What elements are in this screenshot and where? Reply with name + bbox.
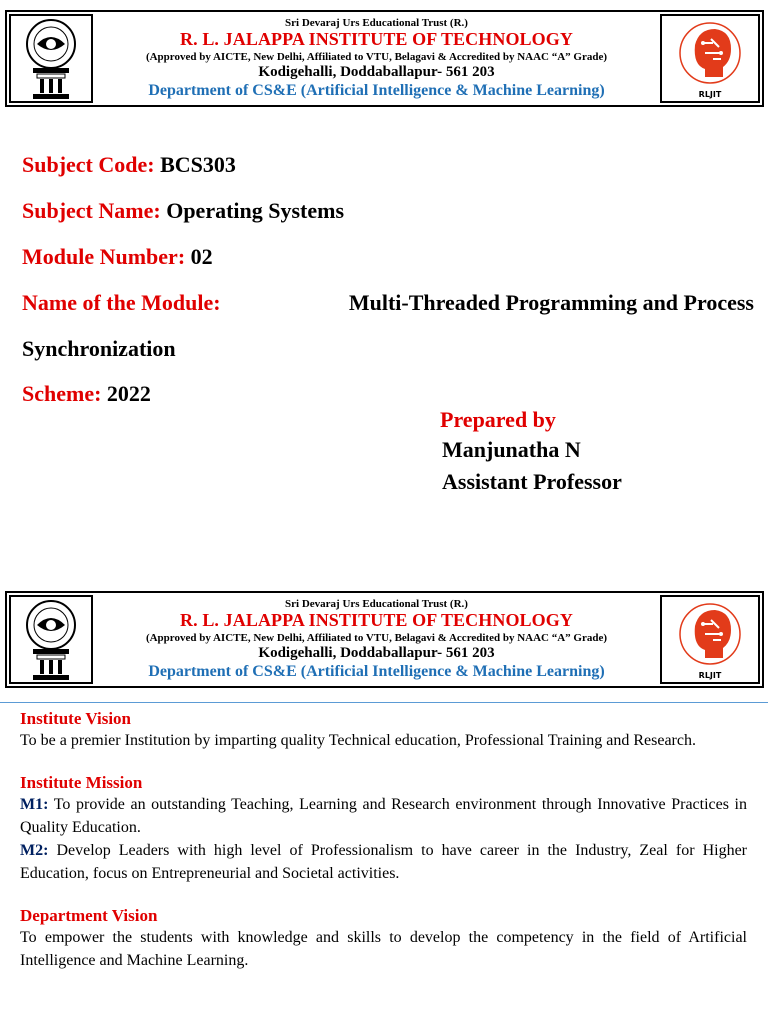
department-emblem-icon	[665, 15, 755, 103]
author-designation: Assistant Professor	[442, 469, 622, 494]
subject-name: Operating Systems	[166, 198, 345, 223]
module-number-line	[22, 244, 213, 270]
module-number: 02	[190, 244, 213, 269]
m1-text: To provide an outstanding Teaching, Learning and Research environment through Innovative Practices in Quality Education.	[20, 796, 748, 836]
module-name-line-2	[22, 336, 176, 362]
department-emblem-icon	[665, 596, 755, 684]
module-name-continued: Synchronization	[22, 336, 176, 361]
scheme-line	[22, 381, 151, 407]
subject-code-line	[22, 152, 236, 178]
logo-abbrev: RLJIT	[698, 89, 722, 99]
m2-text: Develop Leaders with high level of Professionalism to have career in the Industry, Zeal for Higher Education, focus on Entrepreneurial and Societal activities.	[20, 842, 747, 882]
header-rule	[0, 702, 768, 703]
m2-label: M2:	[20, 842, 49, 859]
author-name: Manjunatha N	[442, 437, 581, 462]
address: Kodigehalli, Doddaballapur- 561 203	[258, 63, 495, 80]
subject-name-label: Subject Name:	[22, 198, 161, 223]
institute-vision-text: To be a premier Institution by imparting quality Technical education, Professional Training and Research.	[20, 732, 696, 749]
letterhead-second	[5, 591, 764, 688]
scheme: 2022	[106, 381, 151, 406]
institute-name: R. L. JALAPPA INSTITUTE OF TECHNOLOGY	[180, 610, 573, 631]
letterhead-text	[97, 12, 656, 105]
institute-emblem-icon	[13, 597, 89, 683]
institute-emblem-icon	[13, 16, 89, 102]
address: Kodigehalli, Doddaballapur- 561 203	[258, 644, 495, 661]
department-name: Department of CS&E (Artificial Intelligence & Machine Learning)	[148, 82, 605, 100]
letterhead-text	[97, 593, 656, 686]
institute-logo	[9, 14, 93, 103]
module-name-label: Name of the Module:	[22, 290, 221, 315]
module-name: Multi-Threaded Programming and Process	[348, 290, 754, 315]
m1-label: M1:	[20, 796, 49, 813]
vision-mission	[20, 709, 747, 972]
department-logo	[660, 14, 760, 103]
institute-name: R. L. JALAPPA INSTITUTE OF TECHNOLOGY	[180, 29, 573, 50]
department-vision-title: Department Vision	[20, 906, 158, 925]
institute-vision-title: Institute Vision	[20, 709, 131, 728]
prepared-by-label: Prepared by	[440, 407, 556, 432]
subject-code: BCS303	[160, 152, 236, 177]
department-name: Department of CS&E (Artificial Intelligence & Machine Learning)	[148, 663, 605, 681]
department-logo	[660, 595, 760, 684]
trust-name: Sri Devaraj Urs Educational Trust (R.)	[285, 598, 468, 610]
scheme-label: Scheme:	[22, 381, 102, 406]
institute-mission-title: Institute Mission	[20, 773, 143, 792]
approval-line: (Approved by AICTE, New Delhi, Affiliated to VTU, Belagavi & Accredited by NAAC “A” Grade)	[145, 631, 608, 644]
subject-name-line	[22, 198, 344, 224]
mission-m2	[20, 839, 747, 885]
letterhead-top	[5, 10, 764, 107]
mission-m1	[20, 793, 747, 839]
subject-code-label: Subject Code:	[22, 152, 155, 177]
institute-logo	[9, 595, 93, 684]
trust-name: Sri Devaraj Urs Educational Trust (R.)	[285, 17, 468, 29]
module-name-line	[22, 290, 754, 316]
department-vision-text: To empower the students with knowledge and skills to develop the competency in the field of Artificial Intelligence and Machine Learning.	[20, 929, 747, 969]
module-number-label: Module Number:	[22, 244, 186, 269]
approval-line: (Approved by AICTE, New Delhi, Affiliated to VTU, Belagavi & Accredited by NAAC “A” Grade)	[145, 50, 608, 63]
logo-abbrev: RLJIT	[698, 670, 722, 680]
